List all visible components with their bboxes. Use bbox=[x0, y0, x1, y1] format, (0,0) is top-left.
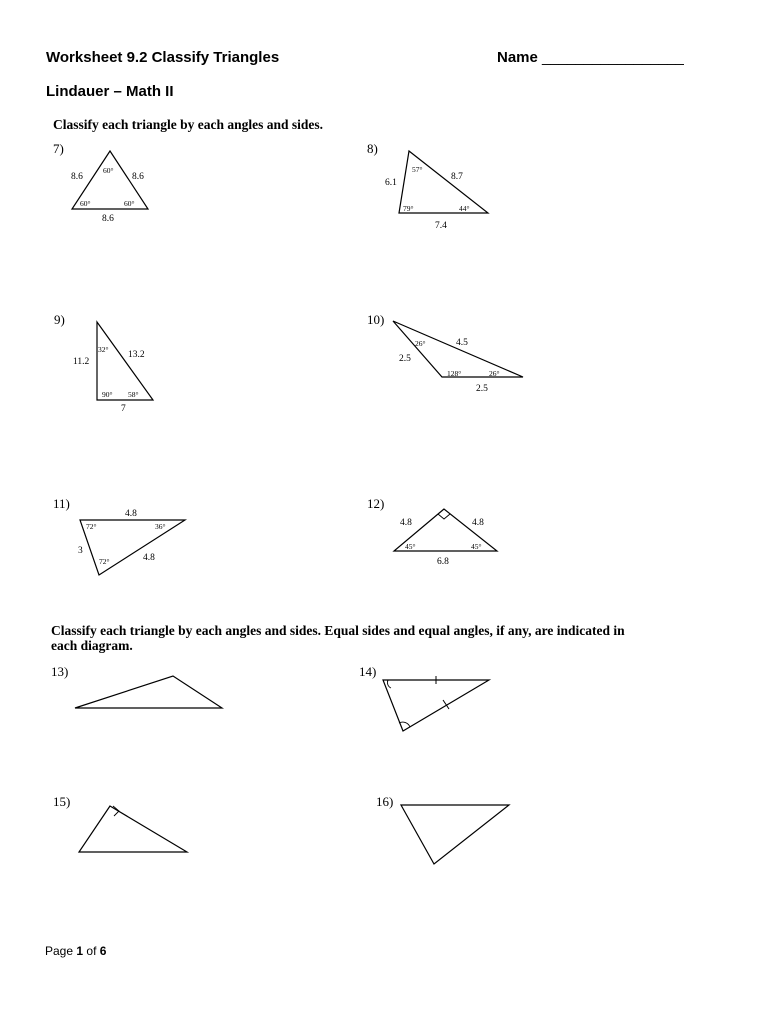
label-9-side-bottom: 7 bbox=[121, 404, 126, 414]
label-7-angle-left: 60° bbox=[80, 199, 91, 208]
footer-of-word: of bbox=[86, 944, 97, 958]
label-10-side-bottom: 2.5 bbox=[476, 384, 488, 394]
label-11-side-left: 3 bbox=[78, 546, 83, 556]
label-9-angle-right: 58° bbox=[128, 390, 139, 399]
problem-13-number: 13) bbox=[51, 664, 69, 679]
label-8-angle-left: 79° bbox=[403, 204, 414, 213]
label-12-side-right: 4.8 bbox=[472, 518, 484, 528]
name-blank: _________________ bbox=[542, 49, 684, 66]
problem-14-number: 14) bbox=[359, 664, 377, 679]
triangle-14 bbox=[383, 680, 489, 731]
label-11-side-right: 4.8 bbox=[143, 553, 155, 563]
label-7-angle-right: 60° bbox=[124, 199, 135, 208]
problem-10-number: 10) bbox=[367, 312, 385, 327]
problem-9-number: 9) bbox=[54, 312, 65, 327]
label-12-side-bottom: 6.8 bbox=[437, 557, 449, 567]
worksheet-subtitle: Lindauer – Math II bbox=[46, 83, 174, 100]
label-8-angle-top: 57° bbox=[412, 165, 423, 174]
problem-16-number: 16) bbox=[376, 794, 394, 809]
label-11-side-top: 4.8 bbox=[125, 509, 137, 519]
triangle-15 bbox=[79, 806, 187, 852]
triangle-16 bbox=[401, 805, 509, 864]
right-angle-mark-12 bbox=[438, 514, 450, 519]
label-10-side-left: 2.5 bbox=[399, 354, 411, 364]
footer-total-pages: 6 bbox=[99, 944, 107, 958]
section2-instruction-line2: each diagram. bbox=[51, 638, 133, 653]
label-7-angle-top: 60° bbox=[103, 166, 114, 175]
label-10-angle-middle: 128° bbox=[447, 369, 462, 378]
label-10-side-top: 4.5 bbox=[456, 338, 468, 348]
angle-arc-14a bbox=[387, 680, 391, 688]
label-11-angle-left: 72° bbox=[86, 522, 97, 531]
label-7-side-bottom: 8.6 bbox=[102, 214, 114, 224]
problem-15-number: 15) bbox=[53, 794, 71, 809]
label-12-side-left: 4.8 bbox=[400, 518, 412, 528]
problem-7-number: 7) bbox=[53, 141, 64, 156]
label-8-side-left: 6.1 bbox=[385, 178, 397, 188]
label-8-side-right: 8.7 bbox=[451, 172, 463, 182]
label-12-angle-left: 45° bbox=[405, 542, 416, 551]
label-12-angle-right: 45° bbox=[471, 542, 482, 551]
label-10-angle-left: 26° bbox=[415, 339, 426, 348]
label-9-side-hypotenuse: 13.2 bbox=[128, 350, 145, 360]
problem-12-number: 12) bbox=[367, 496, 385, 511]
section1-instruction: Classify each triangle by each angles and sides. bbox=[53, 117, 324, 132]
label-9-angle-top: 32° bbox=[98, 345, 109, 354]
worksheet-title: Worksheet 9.2 Classify Triangles bbox=[46, 49, 280, 66]
name-label: Name bbox=[497, 49, 538, 66]
label-7-side-left: 8.6 bbox=[71, 172, 83, 182]
problem-8-number: 8) bbox=[367, 141, 378, 156]
label-9-side-left: 11.2 bbox=[73, 357, 90, 367]
label-10-angle-right: 26° bbox=[489, 369, 500, 378]
page-footer bbox=[45, 944, 106, 958]
section2-instruction-line1: Classify each triangle by each angles and sides. Equal sides and equal angles, if any, are indicated in bbox=[51, 623, 625, 638]
label-8-side-bottom: 7.4 bbox=[435, 221, 447, 231]
problem-11-number: 11) bbox=[53, 496, 70, 511]
footer-current-page: 1 bbox=[76, 944, 84, 958]
label-11-angle-right: 36° bbox=[155, 522, 166, 531]
label-11-angle-bottom: 72° bbox=[99, 557, 110, 566]
label-7-side-right: 8.6 bbox=[132, 172, 144, 182]
label-8-angle-right: 44° bbox=[459, 204, 470, 213]
triangle-9 bbox=[97, 322, 153, 400]
label-9-angle-left: 90° bbox=[102, 390, 113, 399]
footer-page-word: Page bbox=[45, 944, 74, 958]
triangle-13 bbox=[75, 676, 222, 708]
